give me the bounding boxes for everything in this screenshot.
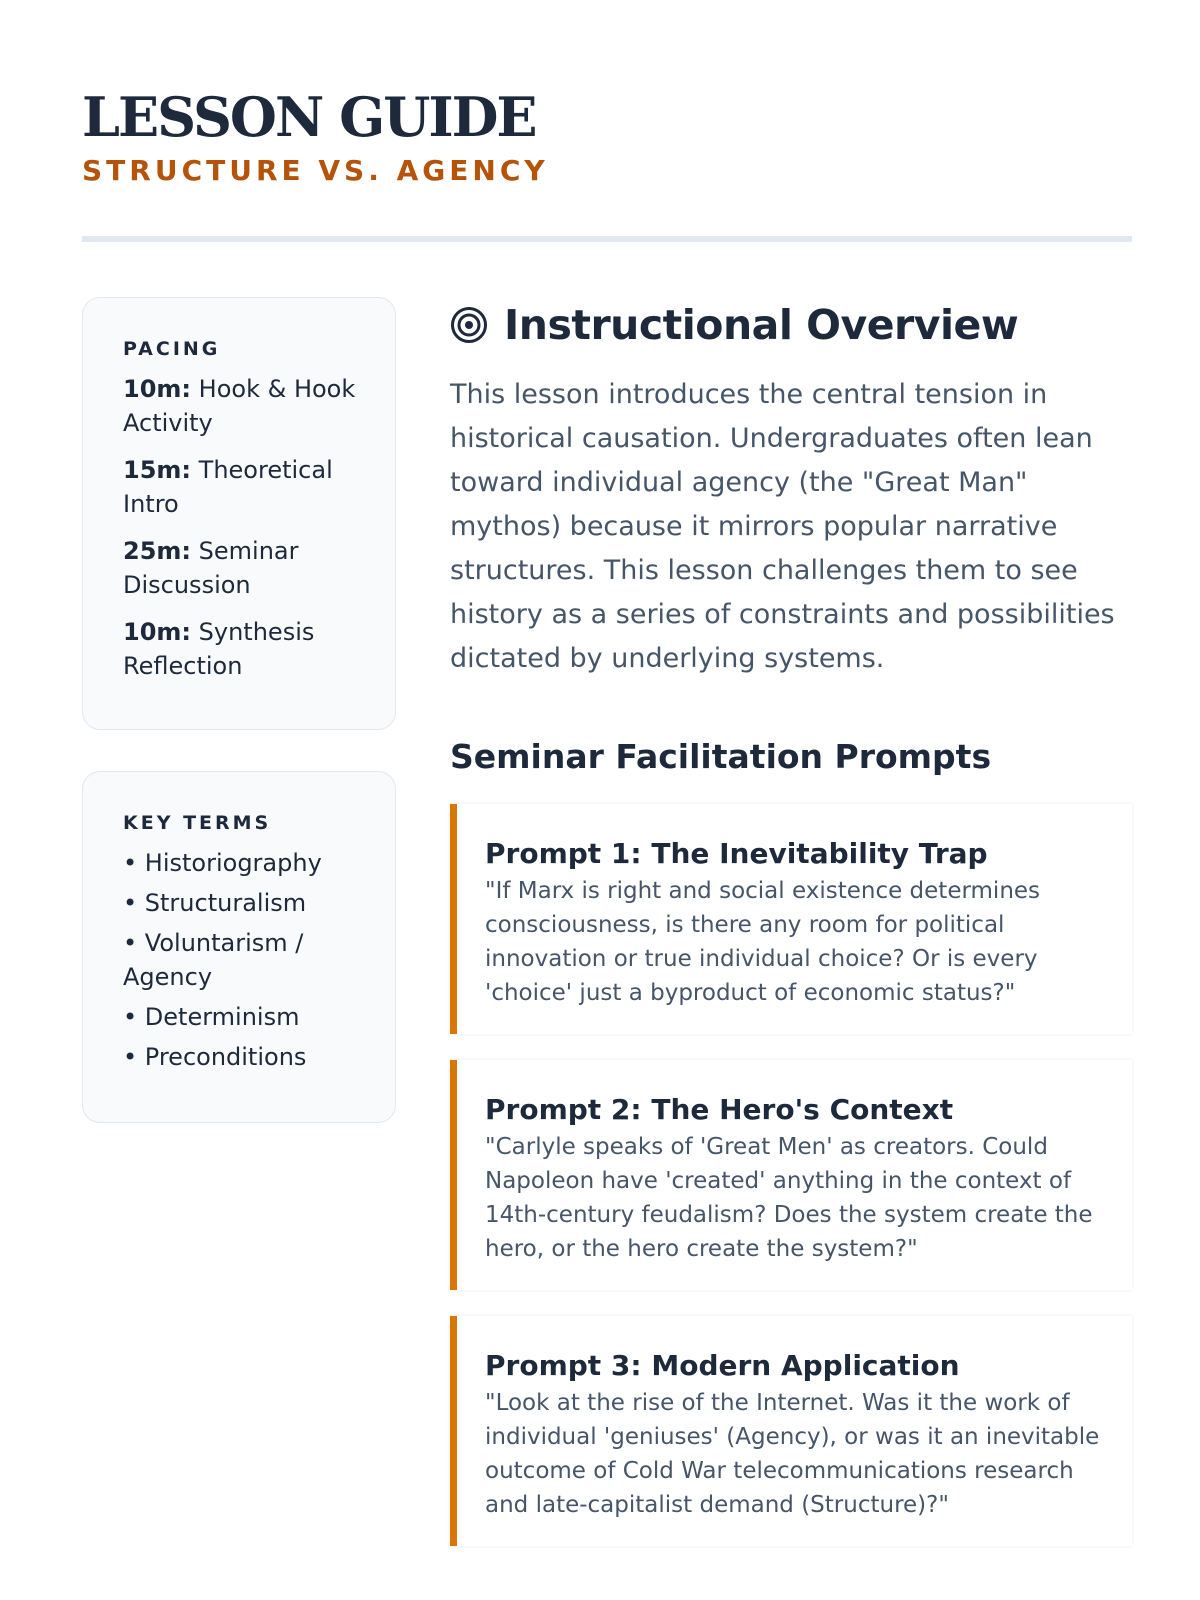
- pacing-duration: 15m:: [123, 456, 192, 484]
- pacing-duration: 10m:: [123, 618, 192, 646]
- page-title: LESSON GUIDE: [82, 85, 536, 149]
- pacing-duration: 25m:: [123, 537, 192, 565]
- main-content: [450, 297, 1132, 1546]
- key-term-item: • Structuralism: [123, 889, 307, 917]
- page-subtitle: STRUCTURE VS. AGENCY: [82, 154, 549, 187]
- overview-heading: [450, 297, 1132, 353]
- pacing-label: PACING: [123, 338, 221, 360]
- pacing-activity: Hook & Hook Activity: [123, 375, 356, 437]
- pacing-card: [82, 297, 396, 730]
- prompt-text: "Look at the rise of the Internet. Was it the work of individual 'geniuses' (Agency), or was it an inevitable outcome of Cold War telecommunications research and late-capitalist demand (Structure)?": [485, 1390, 1100, 1518]
- pacing-item: [123, 615, 365, 683]
- overview-title: Instructional Overview: [504, 301, 1019, 349]
- header-divider: [82, 236, 1132, 242]
- pacing-activity: Synthesis Reflection: [123, 618, 315, 680]
- prompt-text: "If Marx is right and social existence determines consciousness, is there any room for political innovation or true individual choice? Or is every 'choice' just a byproduct of economic status?": [485, 878, 1041, 1006]
- prompts-section-title: Seminar Facilitation Prompts: [450, 737, 992, 776]
- sidebar: [82, 297, 396, 1123]
- key-terms-card: [82, 771, 396, 1123]
- prompt-title: Prompt 3: Modern Application: [485, 1349, 960, 1382]
- pacing-activity: Theoretical Intro: [123, 456, 333, 518]
- pacing-item: [123, 453, 365, 521]
- page-header: [82, 85, 1132, 187]
- key-term-item: • Historiography: [123, 849, 322, 877]
- target-icon: [450, 306, 488, 344]
- key-terms-label: KEY TERMS: [123, 812, 272, 834]
- pacing-duration: 10m:: [123, 375, 192, 403]
- key-term-item: • Determinism: [123, 1003, 300, 1031]
- prompt-text: "Carlyle speaks of 'Great Men' as creators. Could Napoleon have 'created' anything in the context of 14th-century feudalism? Does the system create the hero, or the hero create the system?": [485, 1134, 1093, 1262]
- overview-body: This lesson introduces the central tension in historical causation. Undergraduates often lean toward individual agency (the "Great Man" mythos) because it mirrors popular narrative structures. This lesson challenges them to see history as a series of constraints and possibilities dictated by underlying systems.: [450, 379, 1115, 674]
- prompt-card: [450, 1060, 1132, 1290]
- pacing-activity: Seminar Discussion: [123, 537, 299, 599]
- pacing-item: [123, 372, 365, 440]
- prompt-title: Prompt 1: The Inevitability Trap: [485, 837, 988, 870]
- key-term-item: • Preconditions: [123, 1043, 307, 1071]
- prompt-card: [450, 804, 1132, 1034]
- prompt-card: [450, 1316, 1132, 1546]
- key-term-item: • Voluntarism / Agency: [123, 929, 304, 991]
- pacing-item: [123, 534, 365, 602]
- prompt-title: Prompt 2: The Hero's Context: [485, 1093, 954, 1126]
